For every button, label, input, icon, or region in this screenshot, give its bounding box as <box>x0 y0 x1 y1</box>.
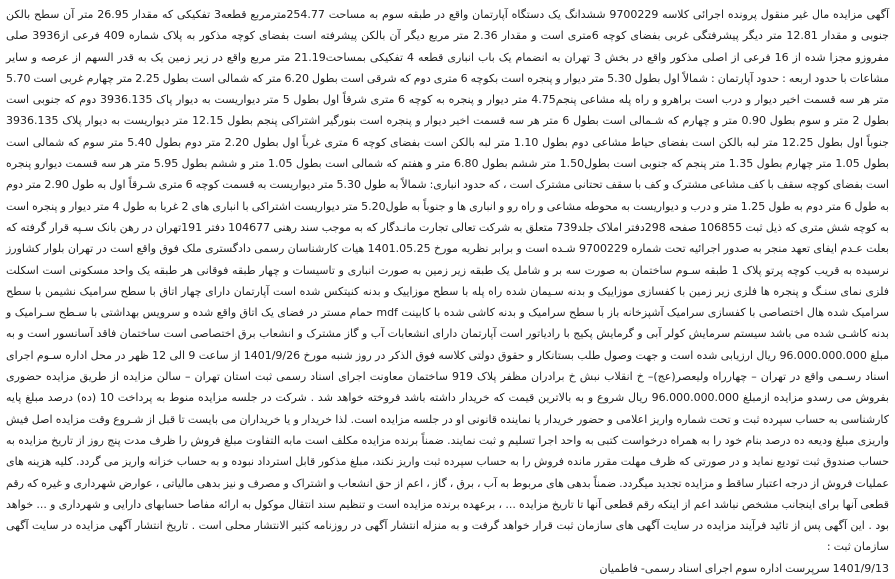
notice-body: آگهی مزایده مال غیر منقول پرونده اجرائی کلاسه 9700229 ششدانگ یک دستگاه آپارتمان واقع در طبقه سوم به مساحت 254.77مترمربع قطعه3 تفکیکی که مقدار 26.95 متر آن سطح بالکن جنوبی و مقدار 12.81 متر دیگر پیشرفتگی غربی بفضای کوچه 6متری است و مقدار 2.36 متر مربع دیگر آن بالکن پیشرفته است بفضای کوچه مذکور به پلاک شماره 409 فرعی از3936 صلی مفروزو مجزا شده از 16 فرعی از اصلی مذکور واقع در بخش 3 تهران به انضمام یک باب انباری قطعه 4 تفکیکی بمساحت21.19 متر مربع واقع در زیر زمین یک به قدر السهم از عرصه و سایر مشاعات با حدود اربعه : حدود آپارتمان : شمالاً اول بطول 5.30 متر دیوار و پنجره است بکوچه 6 متری دوم که شرقی است بطول 6.20 متر که شمالی است بطول 2.25 متر چهارم غربی است 5.70 متر هر سه قسمت اخیر دیوار و درب است براهرو و راه پله مشاعی پنجم4.75 متر دیوار و پنجره به کوچه 6 متری شرقاً اول بطول 5 متر دیواریست به دیوار پاک 3936.135 دوم که جنوبی است بطول 2 متر و سوم بطول 0.90 متر و چهارم که شـمالی است بطول 6 متر هر سه قسمت اخیر دیوار و پنجره است بنورگیر اشتراکی پنجم بطول 12.15 متر دیواریست به دیوار پلاک 3936.135 جنوباً اول بطول 12.25 متر لبه بالکن است بفضای حیاط مشاعی دوم بطول 1.10 متر لبه بالکن است بفضای کوچه 6 متری غرباً اول بطول 2.20 متر دوم بطول 5.40 متر سوم که شمالی است بطول 1.05 متر چهارم بطول 1.35 متر پنجم که جنوبی است بطول1.50 متر ششم بطول 6.80 متر و هفتم که شمالی است بطول 1.05 متر و ششم بطول 5.95 متر هر سه قسمت دیوارو پنجره است بفضای کوچه سقف با کف مشاعی مشترک و کف با سقف تحتانی مشترک است ، که حدود انباری: شمالاً به طول 5.30 متر دیواریست به قسمت کوچه 6 متری شـرقاً اول به طول 2.90 متر دوم به طول 6 متر دوم به طول 1.25 متر و درب و دیواریست به محوطه مشاعی و راه رو و انباری ها و جنوباً به طول5.20 متر دیواریست اشتراکی با انباری های 2 غربا به طول 4 متر دیوار و پنجره است به کوچه شش متری که ذیل ثبت 106855 صفحه 298دفتر املاک جلد739 متعلق به شرکت تعالی تجارت مانـدگار که به موجب سند رهنی 104677 دفتر 191تهران در رهن بانک سـپه قرار گرفته که بعلت عـدم ایفای تعهد منجر به صدور اجرائیه تحت شماره 9700229 شـده است و برابر نظریه مورخ 1401.05.25 هیات کارشناسان رسمی دادگستری ملک فوق واقع است در تهران بلوار کشاورز نرسیده به قریب کوچه پرتو پلاک 1 طبقه سـوم ساختمان به صورت سه بر و شامل یک طبقه زیر زمین به صورت انباری و تاسیسات و چهار طبقه فوقانی هر طبقه یک واحد مسکونی است اسکلت فلزی نمای سنـگ و پنجره ها فلزی زیر زمین با کفسازی موزاییک و بدنه سـیمان شده راه پله با سطح موزاییک و بدنه کنیتکس شده است آپارتمان دارای چهار اتاق با سطح سرامیک نشیمن با سطح سرامیک شده هال اختصاصی با کفسازی سرامیک آشپزخانه باز با سطح سرامیک و بدنه کاشی شده با کابینت mdf حمام مستر در فضای یک اتاق واقع شده و سرویس بهداشتی با سـطح سـرامیک و بدنه کاشـی شده می باشد سیستم سرمایش کولر آبی و گرمایش پکیج با رادیاتور است آپارتمان دارای انشعابات آب و گاز مشترک و انشعاب برق اختصاصی است ساختمان فاقد آسانسور است و به مبلغ 96.000.000.000 ریال ارزیابی شده است و جهت وصول طلب بستانکار و حقوق دولتی کلاسه فوق الذکر در روز شنبه مورخ 1401/9/26 از ساعت 9 الی 12 ظهر در محل اداره سـوم اجرای اسناد رسـمی واقع در تهران – چهارراه ولیعصر(عج)– خ انقلاب نبش خ برادران مظفر پلاک 919 ساختمان معاونت اجرای اسناد رسمی ثبت استان تهران – سالن مزایده از طریق مزایده حضوری بفروش می رسدو مزایده ازمبلغ 96.000.000.000 ریال شروع و به بالاترین قیمت که خریدار داشته باشد فروخته خواهد شد . شرکت در جلسه مزایده منوط به پرداخت 10 (ده) درصد مبلغ پایه کارشناسی به حساب سپرده ثبت و تحت شماره واریز اعلامی و حضور خریدار یا نماینده قانونی او در جلسه مزایده است. لذا خریدار و یا خریداران می بایست تا قبل از شـروع وقت مزایده اصل فیش واریزی مبلغ ودیعه ده درصد بنام خود را به همراه درخواست کتبی به واحد اجرا تسلیم و ثبت نمایند. ضمناً برنده مزایده مکلف است مابه التفاوت مبلغ فروش را ظرف مدت پنج روز از تاریخ مزایده به حساب صندوق ثبت تودیع نماید و در صورتی که ظرف مهلت مقرر مانده فروش را به حساب سپرده ثبت واریز نکند، مبلغ مذکور قابل استرداد نبوده و به حساب خزانه واریز می گردد. کلیه هزینه های عملیات فروش از درجه اعتبار ساقط و مزایده تجدید میگردد. ضمناً بدهی های مربوط به آب ، برق ، گاز ، اعم از حق انشعاب و اشتراک و مصرف و نیز بدهی مالیاتی ، عوارض شهرداری و غیره که رقم قطعی آنها برای اینجانب مشخص نباشد اعم از اینکه رقم قطعی آنها تا تاریخ مزایده ... ، برعهده برنده مزایده است و تنظیم سند انتقال موکول به ارائه مفاصا حسابهای دارایی و شهرداری و ... خواهد بود . این آگهی پس از تائید فرآیند مزایده در سایت آگهی های سازمان ثبت قرار خواهد گرفت و به منزله انتشار آگهی در روزنامه کثیر الانتشار محلی است . تاریخ انتشار آگهی مزایده در سایت آگهی سازمان ثبت : <box>6 8 889 554</box>
notice-signature: 1401/9/13 سرپرست اداره سوم اجرای اسناد رسمی- فاطمیان <box>599 561 889 575</box>
